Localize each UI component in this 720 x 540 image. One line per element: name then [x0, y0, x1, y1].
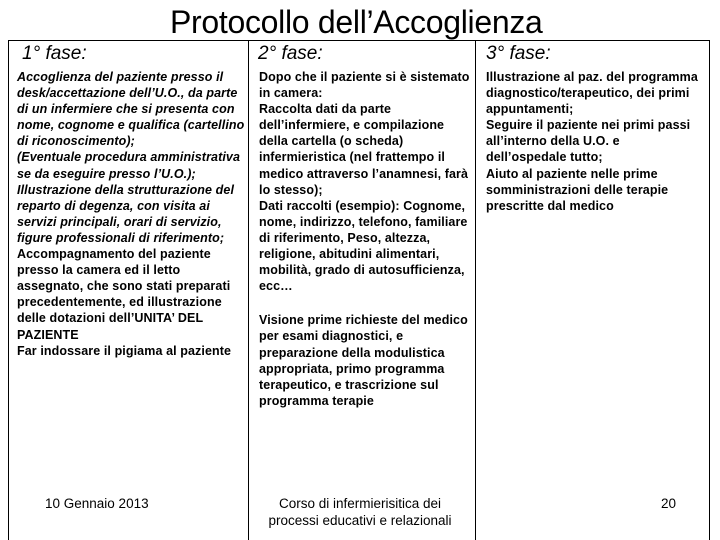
- footer-page-number: 20: [661, 496, 677, 511]
- column-2-body: [259, 69, 473, 409]
- column-divider-2: [475, 40, 476, 540]
- column-2-heading: 2° fase:: [258, 43, 323, 64]
- column-1-paragraph: Far indossare il pigiama al paziente: [17, 343, 232, 358]
- column-2-paragraph: Dati raccolti (esempio): Cognome, nome, indirizzo, telefono, familiare di riferimento, Peso, altezza, religione, abitudini alimentari, mobilità, grado di autosufficienza, ecc…: [259, 198, 468, 294]
- column-1-paragraph: (Eventuale procedura amministrativa se da eseguire presso l’U.O.);: [17, 150, 241, 181]
- column-3-paragraph: Seguire il paziente nei primi passi all’interno della U.O. e dell’ospedale tutto;: [486, 118, 691, 165]
- page-title: Protocollo dell’Accoglienza: [170, 4, 543, 40]
- column-2-paragraph: Raccolta dati da parte dell’infermiere, e compilazione della cartella (o scheda) infermieristica (nel frattempo il medico attraverso l’anamnesi, farà lo stesso);: [259, 102, 469, 197]
- footer-course: Corso di infermierisitica dei processi educativi e relazionali: [268, 496, 452, 528]
- footer-date: 10 Gennaio 2013: [45, 496, 149, 511]
- column-3-heading: 3° fase:: [486, 43, 551, 64]
- column-1-paragraph: Accoglienza del paziente presso il desk/accettazione dell’U.O., da parte di un infermiere che si presenta con nome, cognome e qualifica (cartellino di riconoscimento);: [17, 70, 245, 149]
- column-1-paragraph: Accompagnamento del paziente presso la camera ed il letto assegnato, che sono stati preparati precedentemente, ed illustrazione delle dotazioni dell’UNITA’ DEL PAZIENTE: [17, 247, 231, 342]
- column-1-body: [17, 69, 248, 359]
- column-divider-1: [248, 40, 249, 540]
- table-left-border: [8, 40, 9, 540]
- column-3-paragraph: Aiuto al paziente nelle prime somministrazioni delle terapie prescritte dal medico: [486, 166, 669, 213]
- column-3-paragraph: Illustrazione al paz. del programma diagnostico/terapeutico, dei primi appuntamenti;: [486, 70, 698, 117]
- table-right-border: [709, 40, 710, 540]
- column-1-heading: 1° fase:: [22, 43, 87, 64]
- table-top-border: [8, 40, 710, 41]
- column-2-paragraph: Dopo che il paziente si è sistemato in camera:: [259, 70, 470, 101]
- column-1-paragraph: Illustrazione della strutturazione del reparto di degenza, con visita ai servizi principali, orari di servizio, figure professionali di riferimento;: [17, 182, 235, 245]
- column-2-paragraph: Visione prime richieste del medico per esami diagnostici, e preparazione della modulistica appropriata, primo programma terapeutico, e trascrizione sul programma terapie: [259, 313, 468, 408]
- paragraph-gap: [259, 294, 473, 312]
- column-3-body: [486, 69, 701, 214]
